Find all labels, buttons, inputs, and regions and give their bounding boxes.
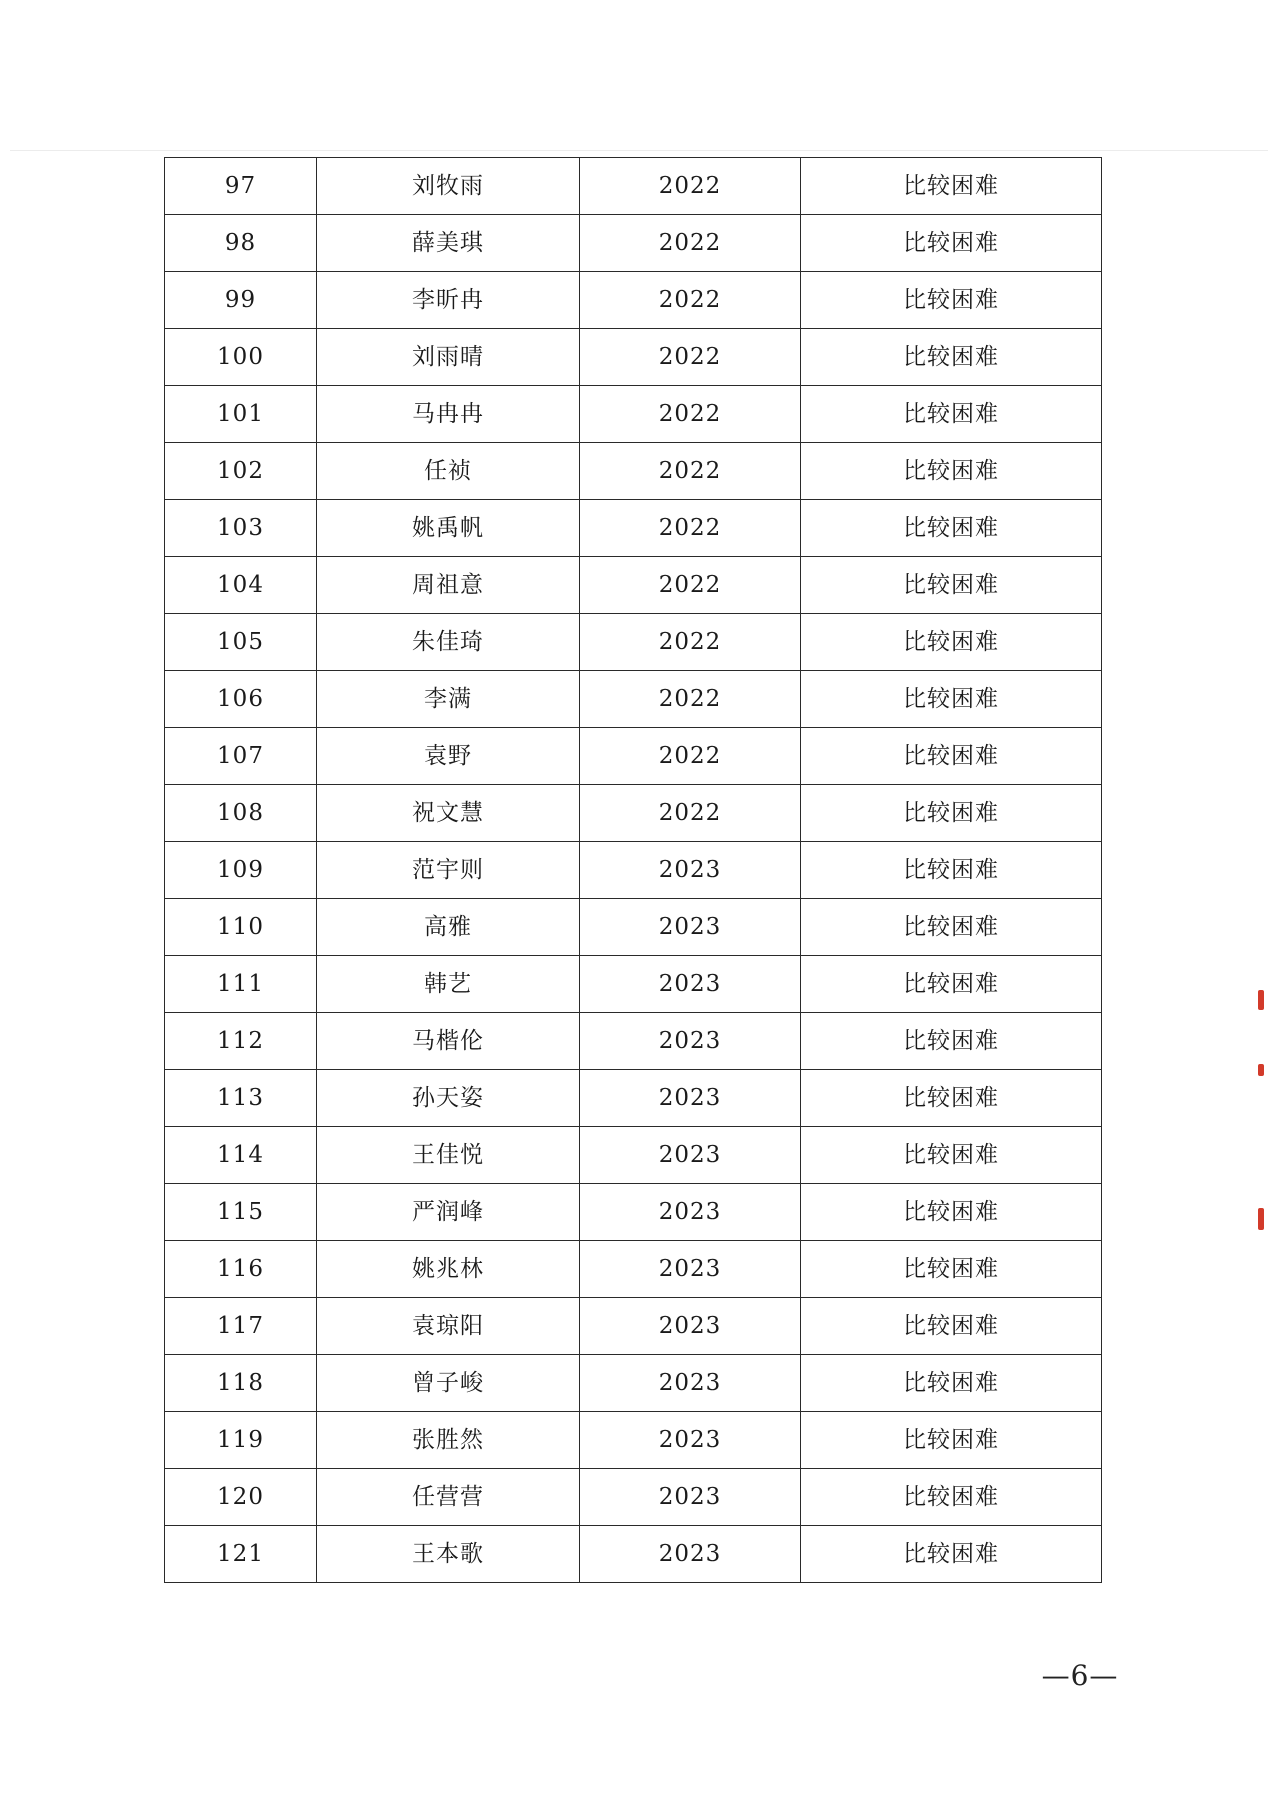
student-name-cell: 刘牧雨 xyxy=(317,158,580,215)
hardship-level-cell: 比较困难 xyxy=(801,1241,1102,1298)
enrollment-year-cell: 2022 xyxy=(580,728,801,785)
row-number-cell: 98 xyxy=(165,215,317,272)
table-row xyxy=(165,500,1102,557)
enrollment-year-cell: 2023 xyxy=(580,1013,801,1070)
table-row xyxy=(165,1184,1102,1241)
row-number-cell: 97 xyxy=(165,158,317,215)
student-name-cell: 马冉冉 xyxy=(317,386,580,443)
enrollment-year-cell: 2022 xyxy=(580,671,801,728)
enrollment-year-cell: 2022 xyxy=(580,557,801,614)
enrollment-year-cell: 2023 xyxy=(580,1184,801,1241)
table-row xyxy=(165,956,1102,1013)
table-row xyxy=(165,1070,1102,1127)
table-row xyxy=(165,386,1102,443)
row-number-cell: 108 xyxy=(165,785,317,842)
student-name-cell: 薛美琪 xyxy=(317,215,580,272)
enrollment-year-cell: 2023 xyxy=(580,1412,801,1469)
roster-body xyxy=(165,158,1102,1583)
enrollment-year-cell: 2022 xyxy=(580,158,801,215)
page-number: —6— xyxy=(1041,1659,1119,1692)
enrollment-year-cell: 2022 xyxy=(580,386,801,443)
student-name-cell: 高雅 xyxy=(317,899,580,956)
enrollment-year-cell: 2022 xyxy=(580,272,801,329)
row-number-cell: 119 xyxy=(165,1412,317,1469)
row-number-cell: 105 xyxy=(165,614,317,671)
enrollment-year-cell: 2023 xyxy=(580,899,801,956)
table-row xyxy=(165,272,1102,329)
row-number-cell: 104 xyxy=(165,557,317,614)
table-row xyxy=(165,1355,1102,1412)
hardship-level-cell: 比较困难 xyxy=(801,443,1102,500)
table-row xyxy=(165,1127,1102,1184)
hardship-level-cell: 比较困难 xyxy=(801,899,1102,956)
row-number-cell: 114 xyxy=(165,1127,317,1184)
hardship-level-cell: 比较困难 xyxy=(801,614,1102,671)
student-name-cell: 袁琼阳 xyxy=(317,1298,580,1355)
student-name-cell: 袁野 xyxy=(317,728,580,785)
hardship-level-cell: 比较困难 xyxy=(801,785,1102,842)
row-number-cell: 103 xyxy=(165,500,317,557)
row-number-cell: 115 xyxy=(165,1184,317,1241)
seal-fragment-icon xyxy=(1258,990,1268,1230)
hardship-level-cell: 比较困难 xyxy=(801,1526,1102,1583)
enrollment-year-cell: 2022 xyxy=(580,329,801,386)
hardship-level-cell: 比较困难 xyxy=(801,1469,1102,1526)
scan-edge-line xyxy=(10,150,1268,151)
table-row xyxy=(165,158,1102,215)
row-number-cell: 117 xyxy=(165,1298,317,1355)
row-number-cell: 101 xyxy=(165,386,317,443)
hardship-level-cell: 比较困难 xyxy=(801,1184,1102,1241)
student-name-cell: 祝文慧 xyxy=(317,785,580,842)
student-name-cell: 任营营 xyxy=(317,1469,580,1526)
table-row xyxy=(165,1013,1102,1070)
hardship-level-cell: 比较困难 xyxy=(801,215,1102,272)
hardship-level-cell: 比较困难 xyxy=(801,671,1102,728)
row-number-cell: 113 xyxy=(165,1070,317,1127)
table-row xyxy=(165,842,1102,899)
student-roster-table xyxy=(164,157,1102,1583)
table-row xyxy=(165,728,1102,785)
row-number-cell: 109 xyxy=(165,842,317,899)
enrollment-year-cell: 2023 xyxy=(580,1241,801,1298)
hardship-level-cell: 比较困难 xyxy=(801,158,1102,215)
row-number-cell: 100 xyxy=(165,329,317,386)
enrollment-year-cell: 2022 xyxy=(580,785,801,842)
enrollment-year-cell: 2022 xyxy=(580,614,801,671)
student-name-cell: 姚禹帆 xyxy=(317,500,580,557)
row-number-cell: 121 xyxy=(165,1526,317,1583)
table-row xyxy=(165,443,1102,500)
enrollment-year-cell: 2023 xyxy=(580,956,801,1013)
student-name-cell: 韩艺 xyxy=(317,956,580,1013)
student-name-cell: 曾子峻 xyxy=(317,1355,580,1412)
student-name-cell: 周祖意 xyxy=(317,557,580,614)
enrollment-year-cell: 2022 xyxy=(580,443,801,500)
table-row xyxy=(165,1412,1102,1469)
enrollment-year-cell: 2023 xyxy=(580,1070,801,1127)
hardship-level-cell: 比较困难 xyxy=(801,386,1102,443)
enrollment-year-cell: 2022 xyxy=(580,215,801,272)
row-number-cell: 120 xyxy=(165,1469,317,1526)
table-row xyxy=(165,899,1102,956)
hardship-level-cell: 比较困难 xyxy=(801,1298,1102,1355)
student-name-cell: 王本歌 xyxy=(317,1526,580,1583)
student-name-cell: 李满 xyxy=(317,671,580,728)
table-row xyxy=(165,614,1102,671)
hardship-level-cell: 比较困难 xyxy=(801,1355,1102,1412)
hardship-level-cell: 比较困难 xyxy=(801,1127,1102,1184)
student-name-cell: 朱佳琦 xyxy=(317,614,580,671)
enrollment-year-cell: 2023 xyxy=(580,1526,801,1583)
hardship-level-cell: 比较困难 xyxy=(801,557,1102,614)
student-name-cell: 马楷伦 xyxy=(317,1013,580,1070)
row-number-cell: 102 xyxy=(165,443,317,500)
row-number-cell: 112 xyxy=(165,1013,317,1070)
hardship-level-cell: 比较困难 xyxy=(801,329,1102,386)
table-row xyxy=(165,329,1102,386)
table-row xyxy=(165,785,1102,842)
table-row xyxy=(165,1241,1102,1298)
row-number-cell: 106 xyxy=(165,671,317,728)
student-name-cell: 任祯 xyxy=(317,443,580,500)
table-row xyxy=(165,1298,1102,1355)
row-number-cell: 118 xyxy=(165,1355,317,1412)
student-name-cell: 王佳悦 xyxy=(317,1127,580,1184)
enrollment-year-cell: 2023 xyxy=(580,842,801,899)
enrollment-year-cell: 2023 xyxy=(580,1298,801,1355)
student-name-cell: 刘雨晴 xyxy=(317,329,580,386)
row-number-cell: 116 xyxy=(165,1241,317,1298)
table-row xyxy=(165,1526,1102,1583)
hardship-level-cell: 比较困难 xyxy=(801,728,1102,785)
hardship-level-cell: 比较困难 xyxy=(801,500,1102,557)
table-row xyxy=(165,1469,1102,1526)
student-name-cell: 严润峰 xyxy=(317,1184,580,1241)
enrollment-year-cell: 2023 xyxy=(580,1469,801,1526)
student-name-cell: 范宇则 xyxy=(317,842,580,899)
enrollment-year-cell: 2023 xyxy=(580,1127,801,1184)
table-row xyxy=(165,671,1102,728)
hardship-level-cell: 比较困难 xyxy=(801,1070,1102,1127)
hardship-level-cell: 比较困难 xyxy=(801,1013,1102,1070)
table-row xyxy=(165,557,1102,614)
student-name-cell: 姚兆林 xyxy=(317,1241,580,1298)
row-number-cell: 111 xyxy=(165,956,317,1013)
row-number-cell: 99 xyxy=(165,272,317,329)
hardship-level-cell: 比较困难 xyxy=(801,956,1102,1013)
table-row xyxy=(165,215,1102,272)
enrollment-year-cell: 2022 xyxy=(580,500,801,557)
student-name-cell: 孙天姿 xyxy=(317,1070,580,1127)
row-number-cell: 107 xyxy=(165,728,317,785)
hardship-level-cell: 比较困难 xyxy=(801,1412,1102,1469)
student-name-cell: 李昕冉 xyxy=(317,272,580,329)
enrollment-year-cell: 2023 xyxy=(580,1355,801,1412)
hardship-level-cell: 比较困难 xyxy=(801,842,1102,899)
student-name-cell: 张胜然 xyxy=(317,1412,580,1469)
hardship-level-cell: 比较困难 xyxy=(801,272,1102,329)
row-number-cell: 110 xyxy=(165,899,317,956)
